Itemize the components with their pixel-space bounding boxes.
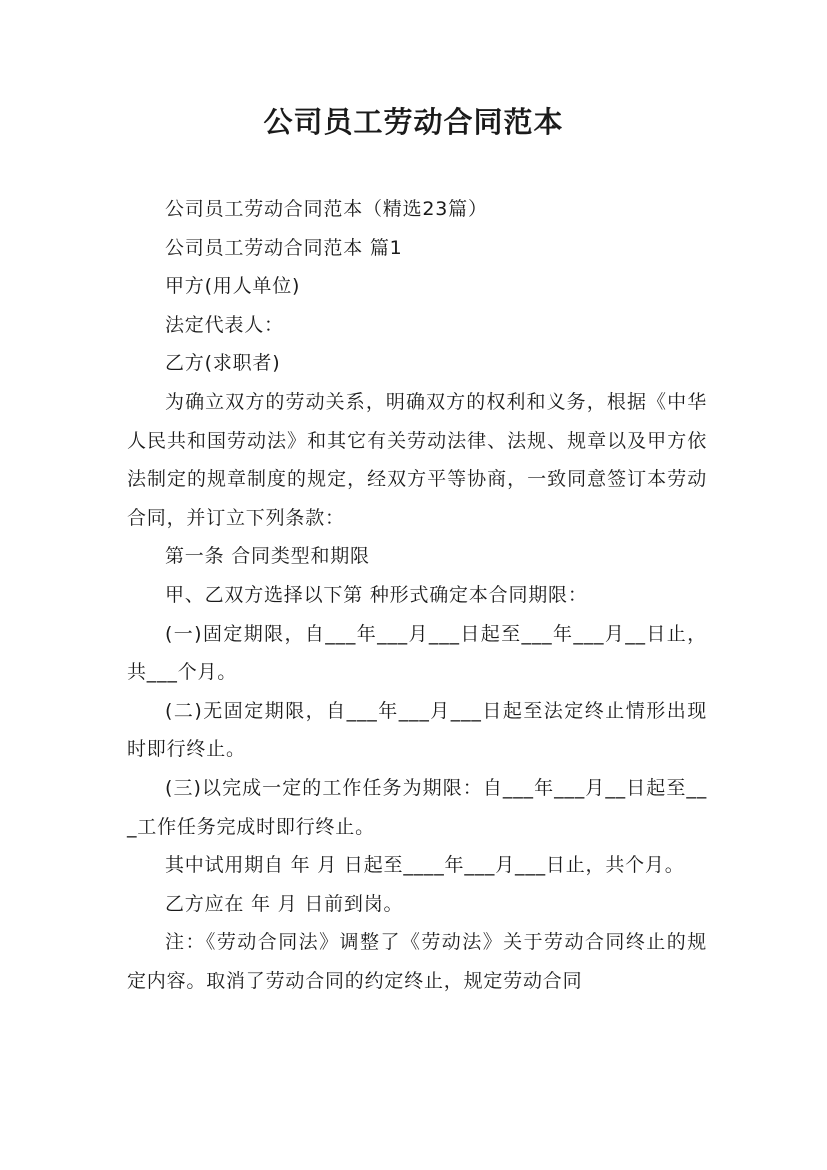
paragraph-subtitle: 公司员工劳动合同范本（精选23篇） [165,198,488,220]
paragraph-party-a: 甲方(用人单位) [165,275,301,298]
paragraph-report-date: 乙方应在 年 月 日前到岗。 [165,892,404,915]
paragraph-preamble: 为确立双方的劳动关系，明确双方的权利和义务，根据《中华人民共和国劳动法》和其它有关劳动法律、法规、规章以及甲方依法制定的规章制度的规定，经双方平等协商，一致同意签订本劳动合同，并订立下列条款： [127,390,707,529]
paragraph-legal-representative: 法定代表人： [165,313,284,336]
paragraph-probation: 其中试用期自 年 月 日起至____年___月___日止，共个月。 [165,854,685,877]
document-title: 公司员工劳动合同范本 [263,105,564,139]
paragraph-section-heading: 公司员工劳动合同范本 篇1 [165,236,403,259]
paragraph-open-term: (二)无固定期限，自___年___月___日起至法定终止情形出现时即行终止。 [127,699,707,761]
paragraph-note: 注：《劳动合同法》调整了《劳动法》关于劳动合同终止的规定内容。取消了劳动合同的约定终止，规定劳动合同 [127,931,707,992]
paragraph-task-term: (三)以完成一定的工作任务为期限：自___年___月__日起至___工作任务完成时即行终止。 [127,776,707,838]
document-body [127,190,707,1000]
paragraph-fixed-term: (一)固定期限，自___年___月___日起至___年___月__日止，共___个月。 [127,622,707,684]
paragraph-article-one: 第一条 合同类型和期限 [165,545,370,568]
paragraph-party-b: 乙方(求职者) [165,352,281,375]
paragraph-term-selection: 甲、乙双方选择以下第 种形式确定本合同期限： [165,583,588,606]
